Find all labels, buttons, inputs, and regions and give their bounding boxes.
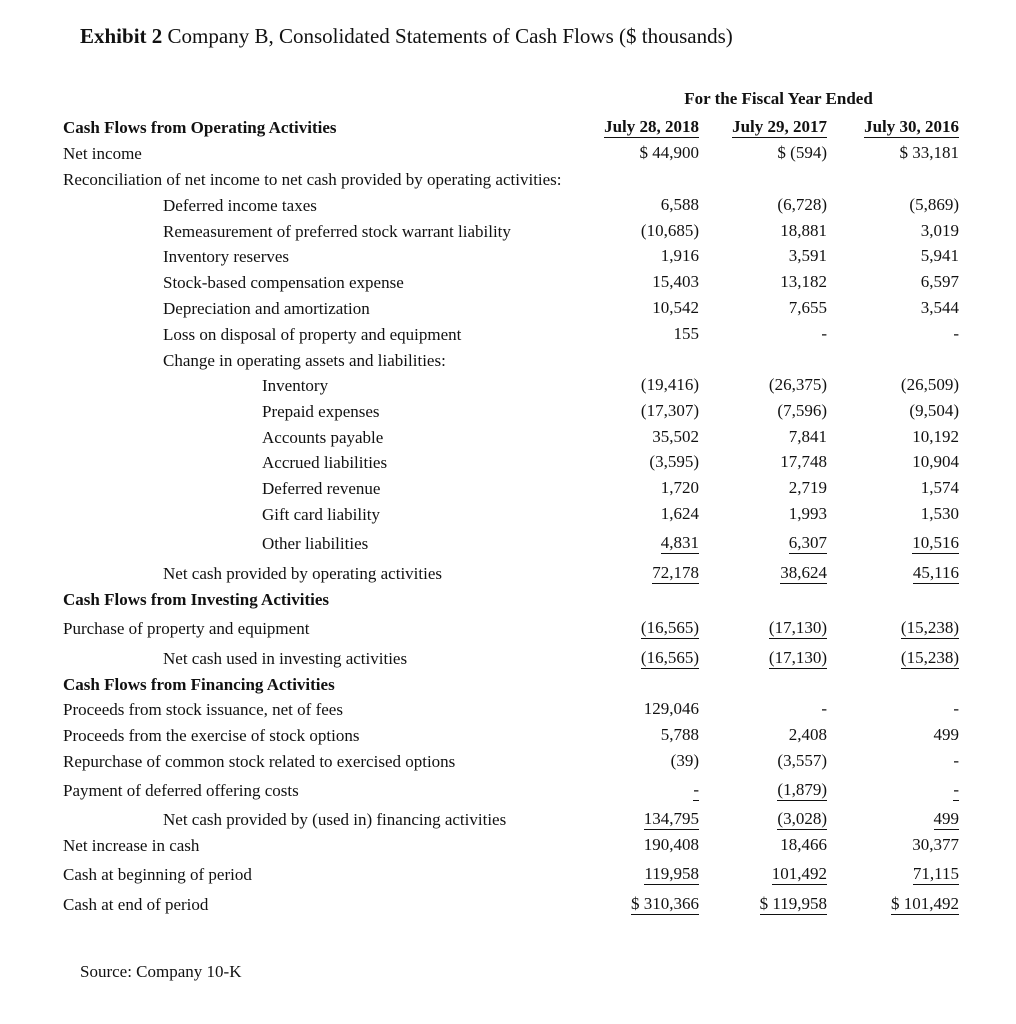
row-value: (17,130) <box>768 618 827 637</box>
table-row <box>0 725 1016 747</box>
row-label: Cash at beginning of period <box>63 865 252 884</box>
period-header: For the Fiscal Year Ended <box>684 89 873 108</box>
table-row <box>0 452 1016 474</box>
row-label: Accrued liabilities <box>262 453 388 472</box>
row-value: 18,881 <box>780 221 827 240</box>
row-value: 10,516 <box>912 533 959 552</box>
row-value: (9,504) <box>909 401 959 420</box>
row-value: 129,046 <box>643 699 699 718</box>
row-value: (15,238) <box>900 648 959 667</box>
row-value: - <box>821 324 827 343</box>
table-row <box>0 751 1016 773</box>
table-row <box>0 324 1016 346</box>
row-label: Repurchase of common stock related to exercised options <box>63 752 456 771</box>
table-row <box>0 117 1016 139</box>
row-label: Accounts payable <box>262 428 384 447</box>
row-value: 38,624 <box>780 563 827 582</box>
row-value: (6,728) <box>777 195 827 214</box>
row-value: $ 33,181 <box>899 143 959 162</box>
row-value: (5,869) <box>909 195 959 214</box>
row-label: Inventory reserves <box>163 247 290 266</box>
table-row <box>0 401 1016 423</box>
row-label: Stock-based compensation expense <box>163 273 404 292</box>
row-value: 499 <box>933 809 959 828</box>
row-label: Purchase of property and equipment <box>63 619 310 638</box>
row-value: 7,841 <box>788 427 827 446</box>
row-value: 30,377 <box>912 835 959 854</box>
row-value: 3,019 <box>920 221 959 240</box>
table-row <box>0 563 1016 585</box>
row-label: Net cash provided by operating activities <box>163 564 442 583</box>
row-value: (39) <box>670 751 699 770</box>
table-row <box>0 272 1016 294</box>
row-value: 2,719 <box>788 478 827 497</box>
row-label: Gift card liability <box>262 505 381 524</box>
row-value: 10,904 <box>912 452 959 471</box>
table-row <box>0 478 1016 500</box>
row-value: (3,557) <box>777 751 827 770</box>
row-value: 1,916 <box>660 246 699 265</box>
row-value: 72,178 <box>652 563 699 582</box>
row-label: Other liabilities <box>262 534 369 553</box>
column-header: July 29, 2017 <box>732 117 827 136</box>
row-label: Cash Flows from Investing Activities <box>63 590 330 609</box>
row-value: (15,238) <box>900 618 959 637</box>
row-value: 13,182 <box>780 272 827 291</box>
row-label: Cash Flows from Operating Activities <box>63 118 337 137</box>
row-value: - <box>953 324 959 343</box>
table-row <box>0 835 1016 857</box>
row-label: Net income <box>63 144 142 163</box>
row-value: - <box>693 780 699 799</box>
exhibit-number: Exhibit 2 <box>80 24 163 48</box>
row-value: (16,565) <box>640 648 699 667</box>
row-value: - <box>821 699 827 718</box>
exhibit-title <box>80 24 733 49</box>
table-row <box>0 504 1016 526</box>
row-value: (3,028) <box>777 809 827 828</box>
table-row <box>0 589 1016 611</box>
row-value: 10,192 <box>912 427 959 446</box>
row-value: 5,941 <box>920 246 959 265</box>
row-label: Reconciliation of net income to net cash provided by operating activities: <box>63 170 562 189</box>
table-row <box>0 864 1016 886</box>
row-value: - <box>953 751 959 770</box>
row-label: Prepaid expenses <box>262 402 380 421</box>
row-value: (3,595) <box>649 452 699 471</box>
row-value: - <box>953 699 959 718</box>
row-value: 5,788 <box>660 725 699 744</box>
row-value: $ 44,900 <box>639 143 699 162</box>
row-label: Change in operating assets and liabilities: <box>163 351 446 370</box>
table-row <box>0 427 1016 449</box>
row-value: 1,574 <box>920 478 959 497</box>
row-value: 1,530 <box>920 504 959 523</box>
row-value: 1,720 <box>660 478 699 497</box>
row-value: 4,831 <box>660 533 699 552</box>
row-label: Net cash used in investing activities <box>163 649 408 668</box>
row-value: (7,596) <box>777 401 827 420</box>
row-value: 101,492 <box>771 864 827 883</box>
row-value: - <box>953 780 959 799</box>
table-row <box>0 246 1016 268</box>
table-row <box>0 221 1016 243</box>
row-label: Loss on disposal of property and equipment <box>163 325 462 344</box>
row-value: (16,565) <box>640 618 699 637</box>
row-label: Depreciation and amortization <box>163 299 370 318</box>
table-row <box>0 143 1016 165</box>
table-row <box>0 674 1016 696</box>
table-row <box>0 195 1016 217</box>
table-row <box>0 809 1016 831</box>
row-value: 15,403 <box>652 272 699 291</box>
row-value: 190,408 <box>643 835 699 854</box>
row-value: 35,502 <box>652 427 699 446</box>
row-value: (10,685) <box>640 221 699 240</box>
row-value: (1,879) <box>777 780 827 799</box>
row-label: Cash at end of period <box>63 895 209 914</box>
table-row <box>0 375 1016 397</box>
row-value: 6,597 <box>920 272 959 291</box>
table-row <box>0 169 1016 191</box>
table-row <box>0 350 1016 372</box>
table-row <box>0 298 1016 320</box>
row-label: Deferred revenue <box>262 479 381 498</box>
row-label: Payment of deferred offering costs <box>63 781 299 800</box>
row-value: 6,588 <box>660 195 699 214</box>
column-header: July 30, 2016 <box>864 117 959 136</box>
row-value: 499 <box>933 725 959 744</box>
row-value: 2,408 <box>788 725 827 744</box>
table-row <box>0 894 1016 916</box>
row-value: 1,624 <box>660 504 699 523</box>
row-value: 45,116 <box>912 563 959 582</box>
row-value: 7,655 <box>788 298 827 317</box>
table-row <box>0 648 1016 670</box>
row-label: Deferred income taxes <box>163 196 317 215</box>
row-label: Remeasurement of preferred stock warrant liability <box>163 222 511 241</box>
row-label: Cash Flows from Financing Activities <box>63 675 335 694</box>
table-row <box>0 780 1016 802</box>
row-label: Net cash provided by (used in) financing activities <box>163 810 507 829</box>
row-label: Inventory <box>262 376 329 395</box>
row-value: 3,591 <box>788 246 827 265</box>
row-label: Proceeds from the exercise of stock options <box>63 726 360 745</box>
exhibit-title-text: Company B, Consolidated Statements of Cash Flows ($ thousands) <box>162 24 733 48</box>
row-value: (26,375) <box>768 375 827 394</box>
row-value: $ (594) <box>777 143 827 162</box>
row-value: (17,130) <box>768 648 827 667</box>
table-row <box>0 699 1016 721</box>
row-value: $ 119,958 <box>759 894 827 913</box>
row-label: Proceeds from stock issuance, net of fees <box>63 700 343 719</box>
table-row <box>0 618 1016 640</box>
row-value: $ 101,492 <box>891 894 959 913</box>
column-header: July 28, 2018 <box>604 117 699 136</box>
row-value: 3,544 <box>920 298 959 317</box>
row-value: 134,795 <box>643 809 699 828</box>
row-label: Net increase in cash <box>63 836 200 855</box>
row-value: (19,416) <box>640 375 699 394</box>
source-note: Source: Company 10-K <box>80 962 242 981</box>
row-value: 6,307 <box>788 533 827 552</box>
row-value: 10,542 <box>652 298 699 317</box>
row-value: (17,307) <box>640 401 699 420</box>
row-value: 18,466 <box>780 835 827 854</box>
table-row <box>0 533 1016 555</box>
row-value: 119,958 <box>644 864 699 883</box>
row-value: (26,509) <box>900 375 959 394</box>
row-value: 17,748 <box>780 452 827 471</box>
row-value: 155 <box>673 324 699 343</box>
row-value: $ 310,366 <box>631 894 699 913</box>
row-value: 1,993 <box>788 504 827 523</box>
row-value: 71,115 <box>912 864 959 883</box>
